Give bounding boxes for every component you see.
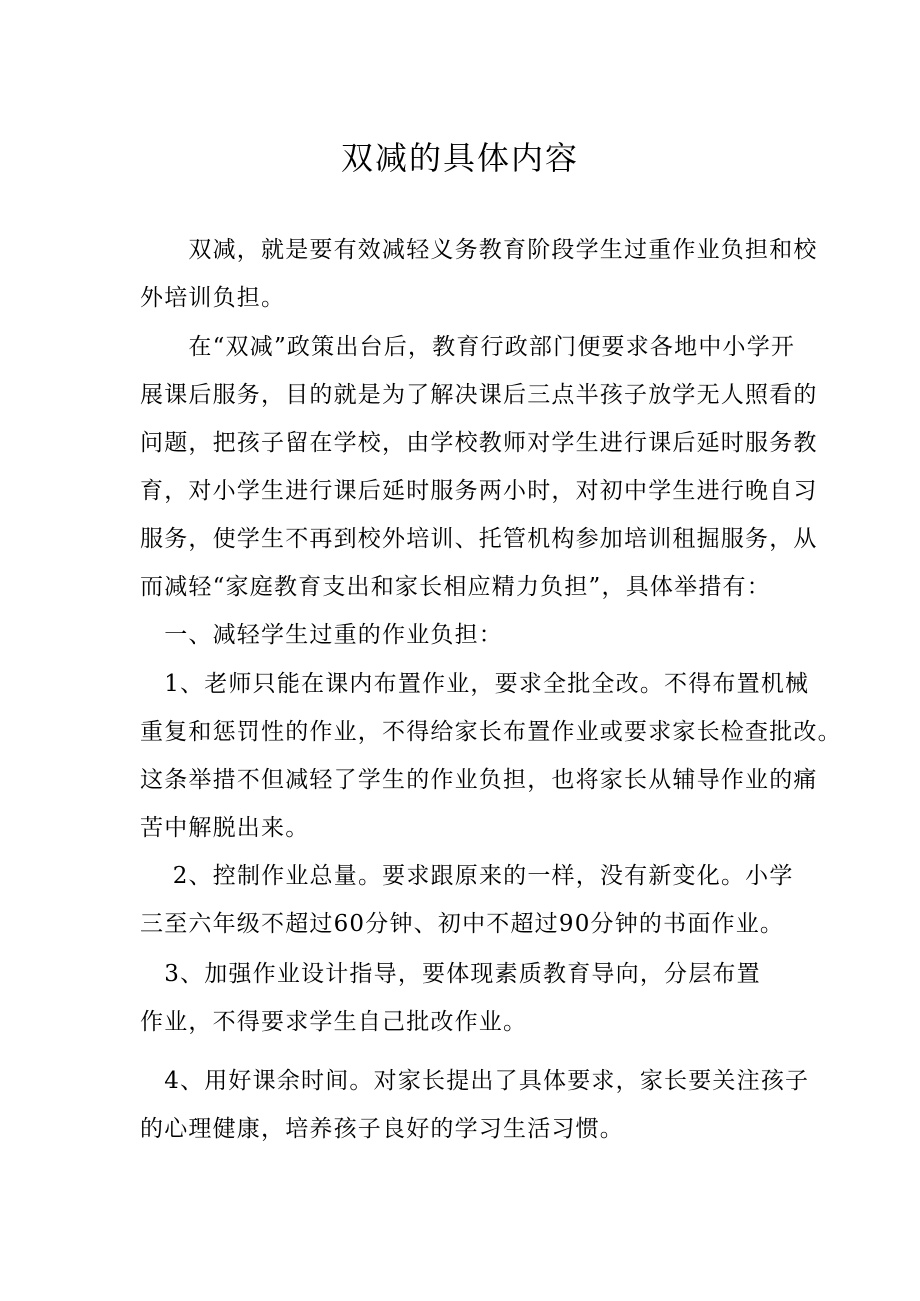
measure-item-2 bbox=[140, 852, 794, 948]
text-line: 外培训负担。 bbox=[140, 285, 286, 311]
text-line: 作业，不得要求学生自己批改作业。 bbox=[140, 1009, 528, 1035]
text-line: 苦中解脱出来。 bbox=[140, 815, 310, 841]
text-line: 双减，就是要有效减轻义务教育阶段学生过重作业负担和校 bbox=[140, 237, 818, 263]
paragraph-definition bbox=[140, 226, 818, 322]
text-line: 3、加强作业设计指导，要体现素质教育导向，分层布置 bbox=[140, 961, 761, 987]
text-line: 育，对小学生进行课后延时服务两小时，对初中学生进行晚自习 bbox=[140, 478, 818, 504]
text-line: 在“双减”政策出台后，教育行政部门便要求各地中小学开 bbox=[140, 334, 796, 360]
text-line: 服务，使学生不再到校外培训、托管机构参加培训租掘服务，从 bbox=[140, 526, 818, 552]
text-line: 问题，把孩子留在学校，由学校教师对学生进行课后延时服务教 bbox=[140, 430, 818, 456]
text-line: 展课后服务，目的就是为了解决课后三点半孩子放学无人照看的 bbox=[140, 382, 818, 408]
text-line: 三至六年级不超过60分钟、初中不超过90分钟的书面作业。 bbox=[140, 911, 785, 937]
text-line: 的心理健康，培养孩子良好的学习生活习惯。 bbox=[140, 1116, 624, 1142]
text-line: 而减轻“家庭教育支出和家长相应精力负担”，具体举措有： bbox=[140, 574, 771, 600]
text-line: 1、老师只能在课内布置作业，要求全批全改。不得布置机械 bbox=[140, 671, 810, 697]
document-title: 双减的具体内容 bbox=[340, 139, 579, 177]
text-line: 2、控制作业总量。要求跟原来的一样，没有新变化。小学 bbox=[140, 863, 794, 889]
text-line: 一、减轻学生过重的作业负担： bbox=[140, 622, 503, 648]
text-line: 重复和惩罚性的作业，不得给家长布置作业或要求家长检查批改。 bbox=[140, 719, 842, 745]
text-line: 这条举措不但减轻了学生的作业负担，也将家长从辅导作业的痛 bbox=[140, 767, 818, 793]
paragraph-policy bbox=[140, 323, 818, 611]
measure-item-3 bbox=[140, 950, 782, 1046]
measure-item-4 bbox=[140, 1057, 810, 1153]
measure-item-1 bbox=[140, 660, 842, 852]
text-line: 4、用好课余时间。对家长提出了具体要求，家长要关注孩子 bbox=[140, 1068, 810, 1094]
section-heading bbox=[140, 611, 782, 659]
